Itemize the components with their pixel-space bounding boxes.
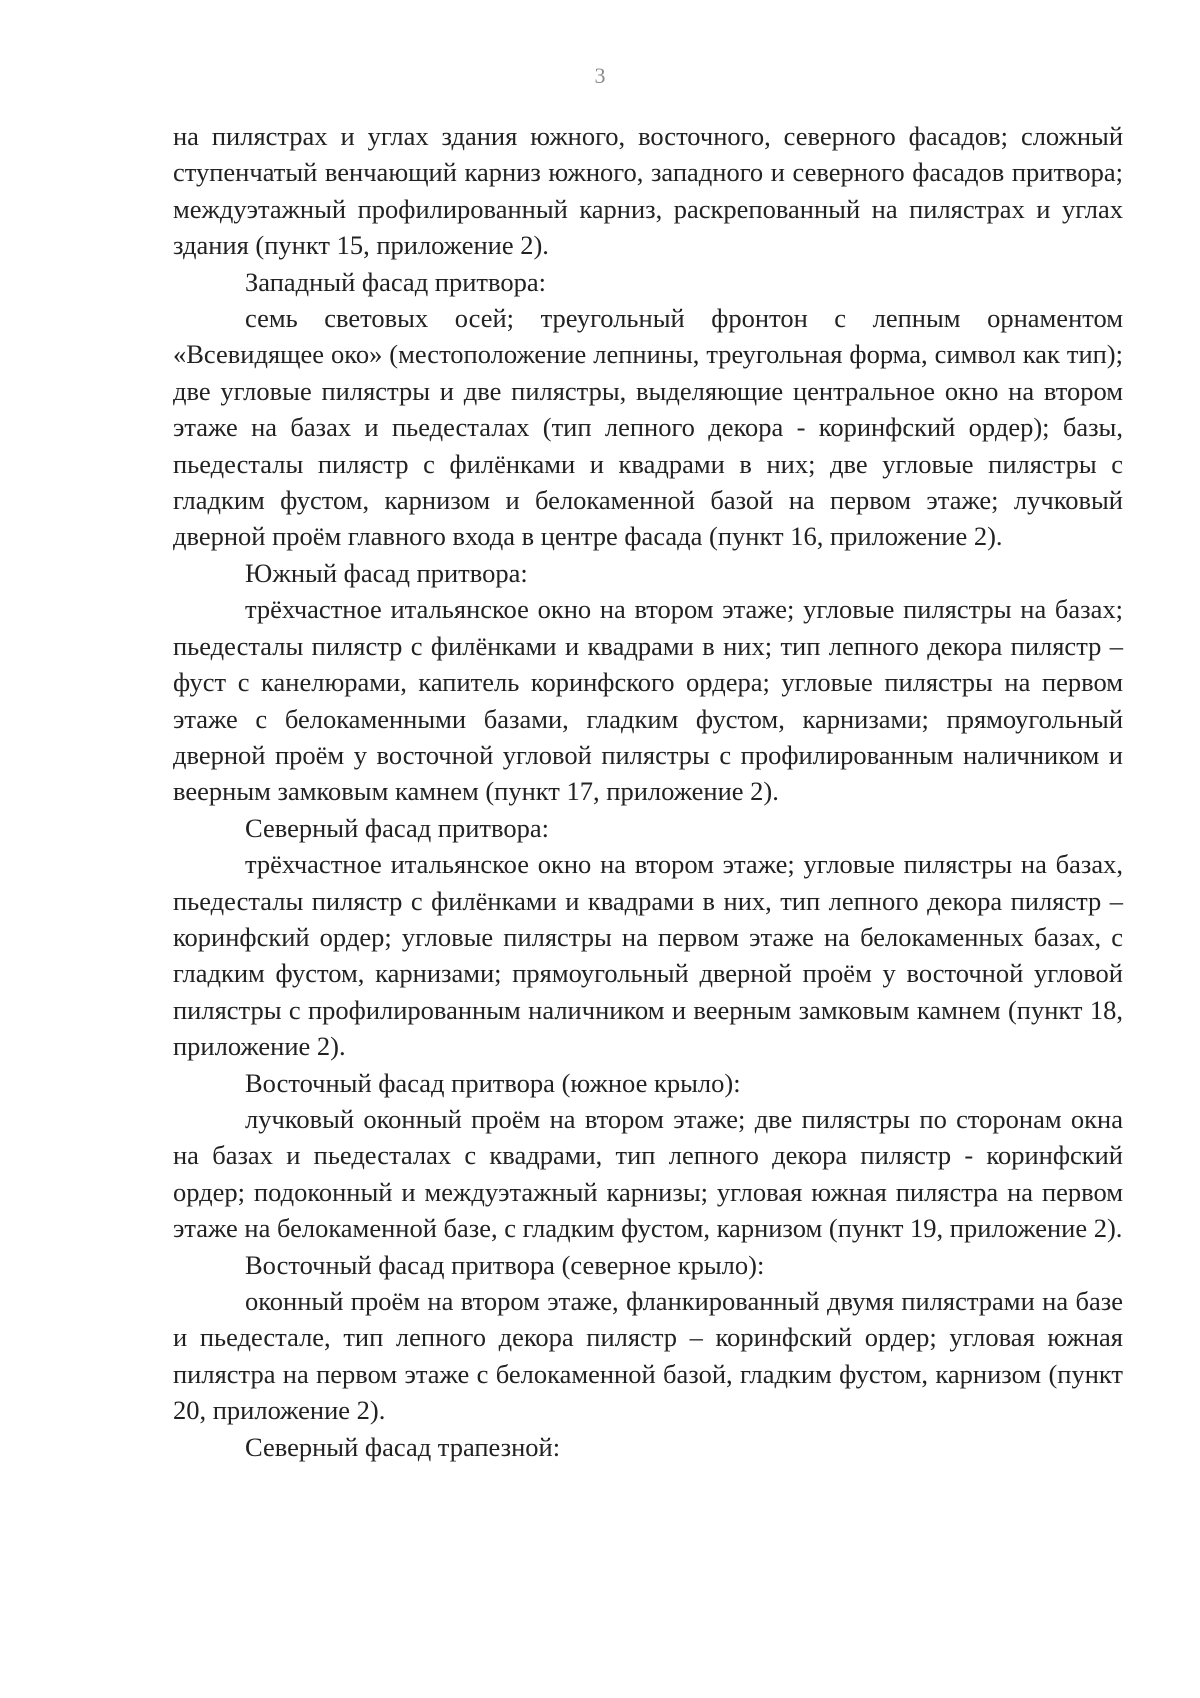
paragraph-south-facade: трёхчастное итальянское окно на втором этаже; угловые пилястры на базах; пьедесталы пилястр с филёнками и квадрами в них; тип лепного декора пилястр – фуст с канелюрами, капитель коринфского ордера; угловые пилястры на первом этаже с белокаменными базами, гладким фустом, карнизами; прямоугольный дверной проём у восточной угловой пилястры с профилированным наличником и веерным замковым камнем (пункт 17, приложение 2). <box>173 594 1123 807</box>
heading-south-facade: Южный фасад притвора: <box>245 557 528 588</box>
heading-west-facade: Западный фасад притвора: <box>245 266 546 297</box>
paragraph-north-facade: трёхчастное итальянское окно на втором этаже; угловые пилястры на базах, пьедесталы пилястр с филёнками и квадрами в них, тип лепного декора пилястр – коринфский ордер; угловые пилястры на первом этаже на белокаменных базах, с гладким фустом, карнизами; прямоугольный дверной проём у восточной угловой пилястры с профилированным наличником и веерным замковым камнем (пункт 18, приложение 2). <box>173 849 1123 1062</box>
paragraph-east-facade-south-wing: лучковый оконный проём на втором этаже; две пилястры по сторонам окна на базах и пьедесталах с квадрами, тип лепного декора пилястр - коринфский ордер; подоконный и междуэтажный карнизы; угловая южная пилястра на первом этаже на белокаменной базе, с гладким фустом, карнизом (пункт 19, приложение 2). <box>173 1103 1123 1244</box>
paragraph-continuation: на пилястрах и углах здания южного, восточного, северного фасадов; сложный ступенчатый венчающий карниз южного, западного и северного фасадов притвора; междуэтажный профилированный карниз, раскрепованный на пилястрах и углах здания (пункт 15, приложение 2). <box>173 121 1123 261</box>
document-body <box>173 118 1123 1465</box>
heading-refectory-north-facade: Северный фасад трапезной: <box>245 1431 561 1462</box>
paragraph-west-facade: семь световых осей; треугольный фронтон с лепным орнаментом «Всевидящее око» (местоположение лепнины, треугольная форма, символ как тип); две угловые пилястры и две пилястры, выделяющие центральное окно на втором этаже на базах и пьедесталах (тип лепного декора - коринфский ордер); базы, пьедесталы пилястр с филёнками и квадрами в них; две угловые пилястры с гладким фустом, карнизом и белокаменной базой на первом этаже; лучковый дверной проём главного входа в центре фасада (пункт 16, приложение 2). <box>173 303 1123 552</box>
page-number: 3 <box>594 63 606 88</box>
paragraph-east-facade-north-wing: оконный проём на втором этаже, фланкированный двумя пилястрами на базе и пьедестале, тип лепного декора пилястр – коринфский ордер; угловая южная пилястра на первом этаже с белокаменной базой, гладким фустом, карнизом (пункт 20, приложение 2). <box>173 1286 1123 1426</box>
heading-north-facade: Северный фасад притвора: <box>245 812 549 843</box>
heading-east-facade-north-wing: Восточный фасад притвора (северное крыло): <box>245 1249 765 1280</box>
heading-east-facade-south-wing: Восточный фасад притвора (южное крыло): <box>245 1067 741 1098</box>
